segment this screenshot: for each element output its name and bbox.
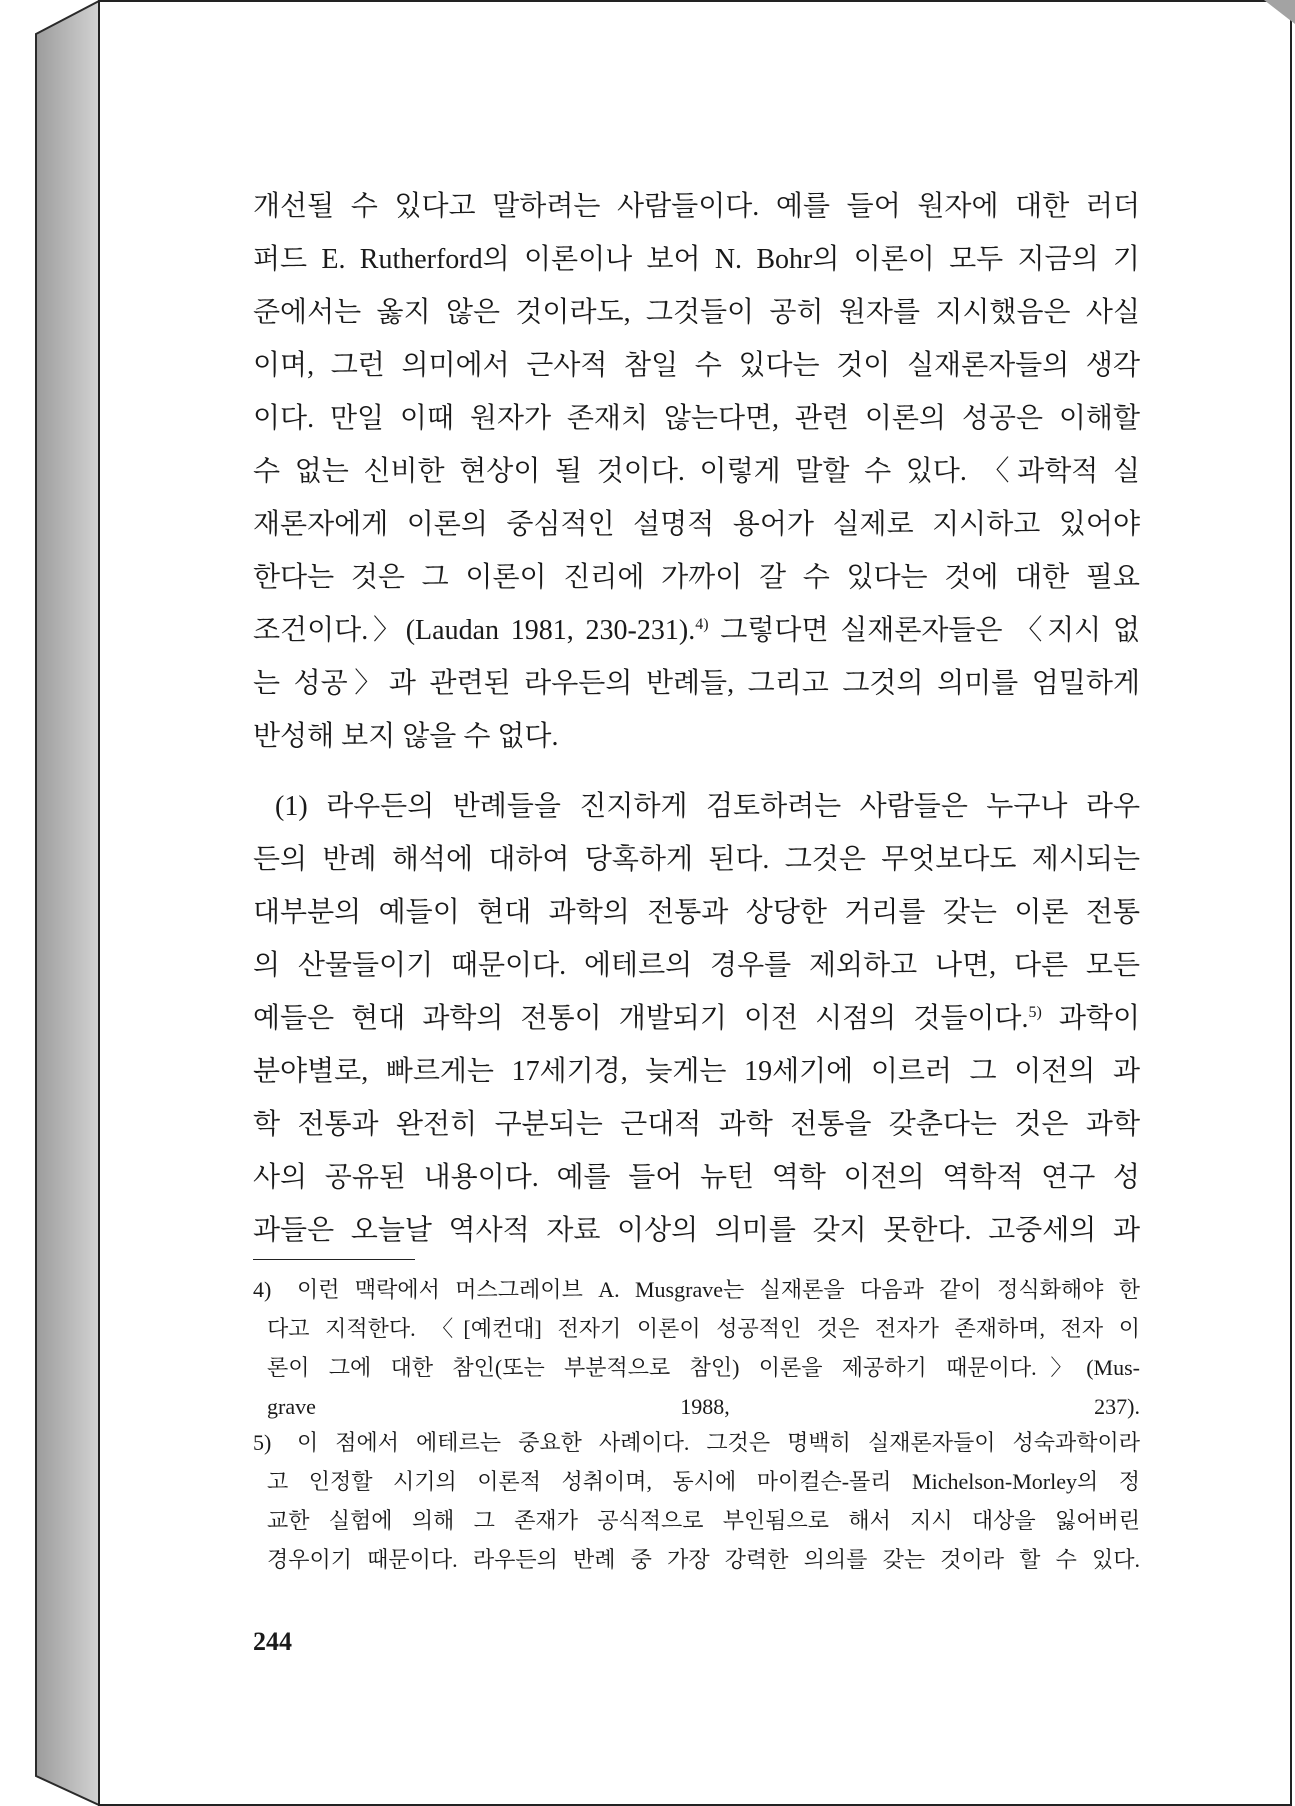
text-line: 든의 반례 해석에 대하여 당혹하게 된다. 그것은 무엇보다도 제시되는 [253, 844, 1140, 875]
footnote-text: 이런 맥락에서 머스그레이브 A. Musgrave는 실재론을 다음과 같이 정식화해야 한 [297, 1277, 1140, 1302]
text-segment: 조건이다.〉(Laudan 1981, 230-231). [253, 615, 696, 646]
body-paragraph-1 [253, 180, 1140, 763]
footnote-line [253, 1270, 1140, 1309]
text-line: 는 성공〉과 관련된 라우든의 반례들, 그리고 그것의 의미를 엄밀하게 [253, 668, 1140, 699]
book-spine [36, 1, 99, 1805]
footnote-line: grave 1988, 237). [267, 1394, 1140, 1419]
text-line: 수 없는 신비한 현상이 될 것이다. 이렇게 말할 수 있다. 〈과학적 실 [253, 456, 1140, 487]
text-line-with-footnote-ref [253, 992, 1140, 1045]
text-segment: 그렇다면 실재론자들은 〈지시 없 [708, 615, 1140, 646]
footnote-4 [253, 1270, 1140, 1426]
footnote-ref-4: 4) [695, 616, 709, 633]
footnote-marker: 4) [253, 1277, 272, 1302]
footnote-separator [253, 1259, 415, 1260]
text-line: 퍼드 E. Rutherford의 이론이나 보어 N. Bohr의 이론이 모두 지금의 기 [253, 244, 1140, 275]
text-line: 사의 공유된 내용이다. 예를 들어 뉴턴 역학 이전의 역학적 연구 성 [253, 1162, 1140, 1193]
footnote-marker: 5) [253, 1430, 272, 1455]
footnote-line: 경우이기 때문이다. 라우든의 반례 중 가장 강력한 의의를 갖는 것이라 할 수 있다. [267, 1547, 1140, 1572]
text-line: 한다는 것은 그 이론이 진리에 가까이 갈 수 있다는 것에 대한 필요 [253, 562, 1140, 593]
footnote-line: 론이 그에 대한 참인(또는 부분적으로 참인) 이론을 제공하기 때문이다.〉(Mus- [267, 1355, 1140, 1380]
text-line: 분야별로, 빠르게는 17세기경, 늦게는 19세기에 이르러 그 이전의 과 [253, 1056, 1140, 1087]
text-line: 개선될 수 있다고 말하려는 사람들이다. 예를 들어 원자에 대한 러더 [253, 191, 1140, 222]
page-number: 244 [253, 1627, 292, 1656]
text-segment: 과학이 [1041, 1003, 1140, 1034]
text-line: 재론자에게 이론의 중심적인 설명적 용어가 실제로 지시하고 있어야 [253, 509, 1140, 540]
footnote-line: 고 인정할 시기의 이론적 성취이며, 동시에 마이컬슨-몰리 Michelson-Morley의 정 [267, 1469, 1140, 1494]
text-line: 이다. 만일 이때 원자가 존재치 않는다면, 관련 이론의 성공은 이해할 [253, 403, 1140, 434]
text-line: 준에서는 옳지 않은 것이라도, 그것들이 공히 원자를 지시했음은 사실 [253, 297, 1140, 328]
text-line: 이며, 그런 의미에서 근사적 참일 수 있다는 것이 실재론자들의 생각 [253, 350, 1140, 381]
footnote-text: 이 점에서 에테르는 중요한 사례이다. 그것은 명백히 실재론자들이 성숙과학이라 [297, 1430, 1140, 1455]
text-line: 반성해 보지 않을 수 없다. [253, 721, 559, 752]
text-line: (1) 라우든의 반례들을 진지하게 검토하려는 사람들은 누구나 라우 [275, 791, 1140, 822]
text-line: 의 산물들이기 때문이다. 에테르의 경우를 제외하고 나면, 다른 모든 [253, 950, 1140, 981]
text-line: 과들은 오늘날 역사적 자료 이상의 의미를 갖지 못한다. 고중세의 과 [253, 1215, 1140, 1246]
footnote-line: 교한 실험에 의해 그 존재가 공식적으로 부인됨으로 해서 지시 대상을 잃어버린 [267, 1508, 1140, 1533]
footnote-line [253, 1423, 1140, 1462]
text-segment: 예들은 현대 과학의 전통이 개발되기 이전 시점의 것들이다. [253, 1003, 1029, 1034]
footnote-5 [253, 1423, 1140, 1579]
text-line: 학 전통과 완전히 구분되는 근대적 과학 전통을 갖춘다는 것은 과학 [253, 1109, 1140, 1140]
text-line-with-footnote-ref [253, 604, 1140, 657]
text-line: 대부분의 예들이 현대 과학의 전통과 상당한 거리를 갖는 이론 전통 [253, 897, 1140, 928]
body-paragraph-2 [253, 780, 1140, 1257]
footnote-line: 다고 지적한다. 〈[예컨대] 전자기 이론이 성공적인 것은 전자가 존재하며, 전자 이 [267, 1316, 1140, 1341]
footnote-ref-5: 5) [1028, 1004, 1042, 1021]
